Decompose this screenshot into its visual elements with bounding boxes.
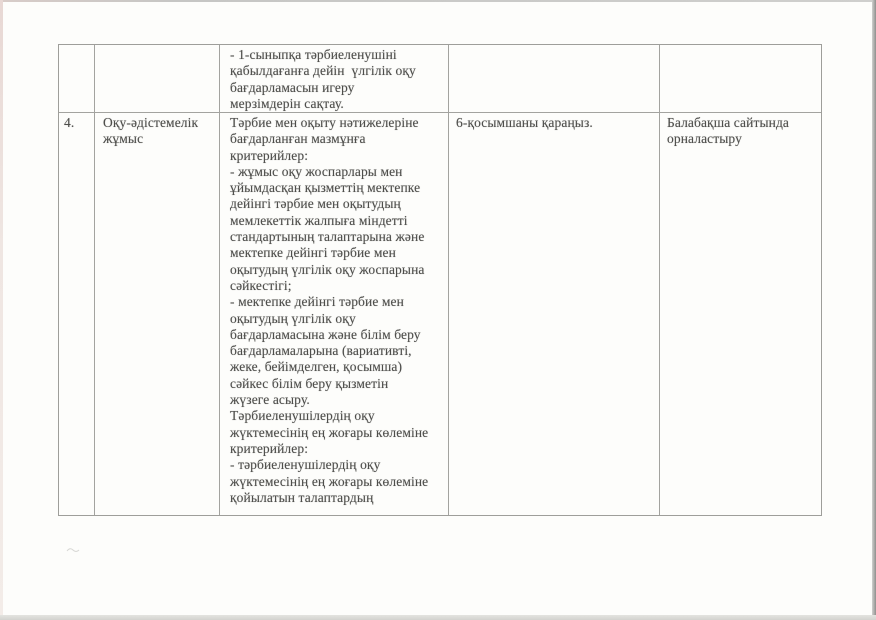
text-line: жеке, бейімделген, қосымша): [230, 359, 403, 375]
text-line: оқытудың үлгілік оқу жоспарына: [230, 261, 425, 277]
table-cell: [448, 45, 659, 112]
text-line: сәйкестігі;: [230, 277, 292, 293]
text-line: Оқу-әдістемелік: [103, 115, 199, 130]
text-line: бағдарламаларына (вариативті,: [230, 343, 412, 359]
text-line: қойылатын талаптардың: [230, 489, 374, 505]
table-cell: [659, 113, 821, 515]
page-edge-top: [0, 0, 876, 2]
text-line: критерийлер:: [230, 147, 309, 163]
text-line: жүзеге асыру.: [230, 392, 310, 408]
text-line: бағдарламасына және білім беру: [230, 326, 421, 342]
text-line: Тәрбиеленушілердің оқу: [230, 408, 375, 424]
page-edge-right: [872, 0, 876, 620]
text-line: бағдарланған мазмұнға: [230, 131, 366, 147]
text-line: 4.: [64, 115, 75, 130]
table-cell: [219, 45, 448, 112]
text-line: ұйымдасқан қызметтің мектепке: [230, 180, 421, 196]
page-edge-bottom: [0, 615, 876, 620]
table-cell: [219, 113, 448, 515]
text-line: дейінгі тәрбие мен оқытудың: [230, 196, 401, 212]
table-row: [59, 112, 821, 515]
table-cell: [59, 113, 94, 515]
text-line: - тәрбиеленушілердің оқу: [230, 457, 381, 473]
stray-pencil-mark: [66, 546, 80, 554]
table-cell: [448, 113, 659, 515]
text-line: мерзімдерін сақтау.: [230, 95, 344, 111]
document-table: [58, 44, 822, 516]
table-cell: [59, 45, 94, 112]
text-line: оқытудың үлгілік оқу: [230, 310, 356, 326]
text-line: орналастыру: [667, 131, 742, 147]
text-line: - жұмыс оқу жоспарлары мен: [230, 163, 403, 179]
text-line: сәйкес білім беру қызметін: [230, 375, 389, 391]
table-cell: [94, 113, 219, 515]
text-line: қабылдағанға дейін үлгілік оқу: [230, 63, 416, 79]
text-line: бағдарламасын игеру: [230, 79, 355, 95]
text-line: - мектепке дейінгі тәрбие мен: [230, 294, 404, 310]
text-line: критерийлер:: [230, 440, 309, 456]
text-line: жүктемесінің ең жоғары көлеміне: [230, 473, 429, 489]
table-cell: [659, 45, 821, 112]
table-cell: [94, 45, 219, 112]
text-line: мектепке дейінгі тәрбие мен: [230, 245, 396, 261]
text-line: - 1-сыныпқа тәрбиеленушіні: [230, 47, 397, 62]
text-line: стандартының талаптарына және: [230, 229, 425, 245]
text-line: 6-қосымшаны қараңыз.: [456, 115, 593, 130]
text-line: Тәрбие мен оқыту нәтижелеріне: [230, 115, 419, 130]
text-line: мемлекеттік жалпыға міндетті: [230, 212, 408, 228]
table-row: [59, 45, 821, 112]
page-edge-left: [0, 0, 3, 620]
text-line: жұмыс: [103, 131, 144, 147]
text-line: жүктемесінің ең жоғары көлеміне: [230, 424, 429, 440]
text-line: Балабақша сайтында: [667, 115, 790, 130]
